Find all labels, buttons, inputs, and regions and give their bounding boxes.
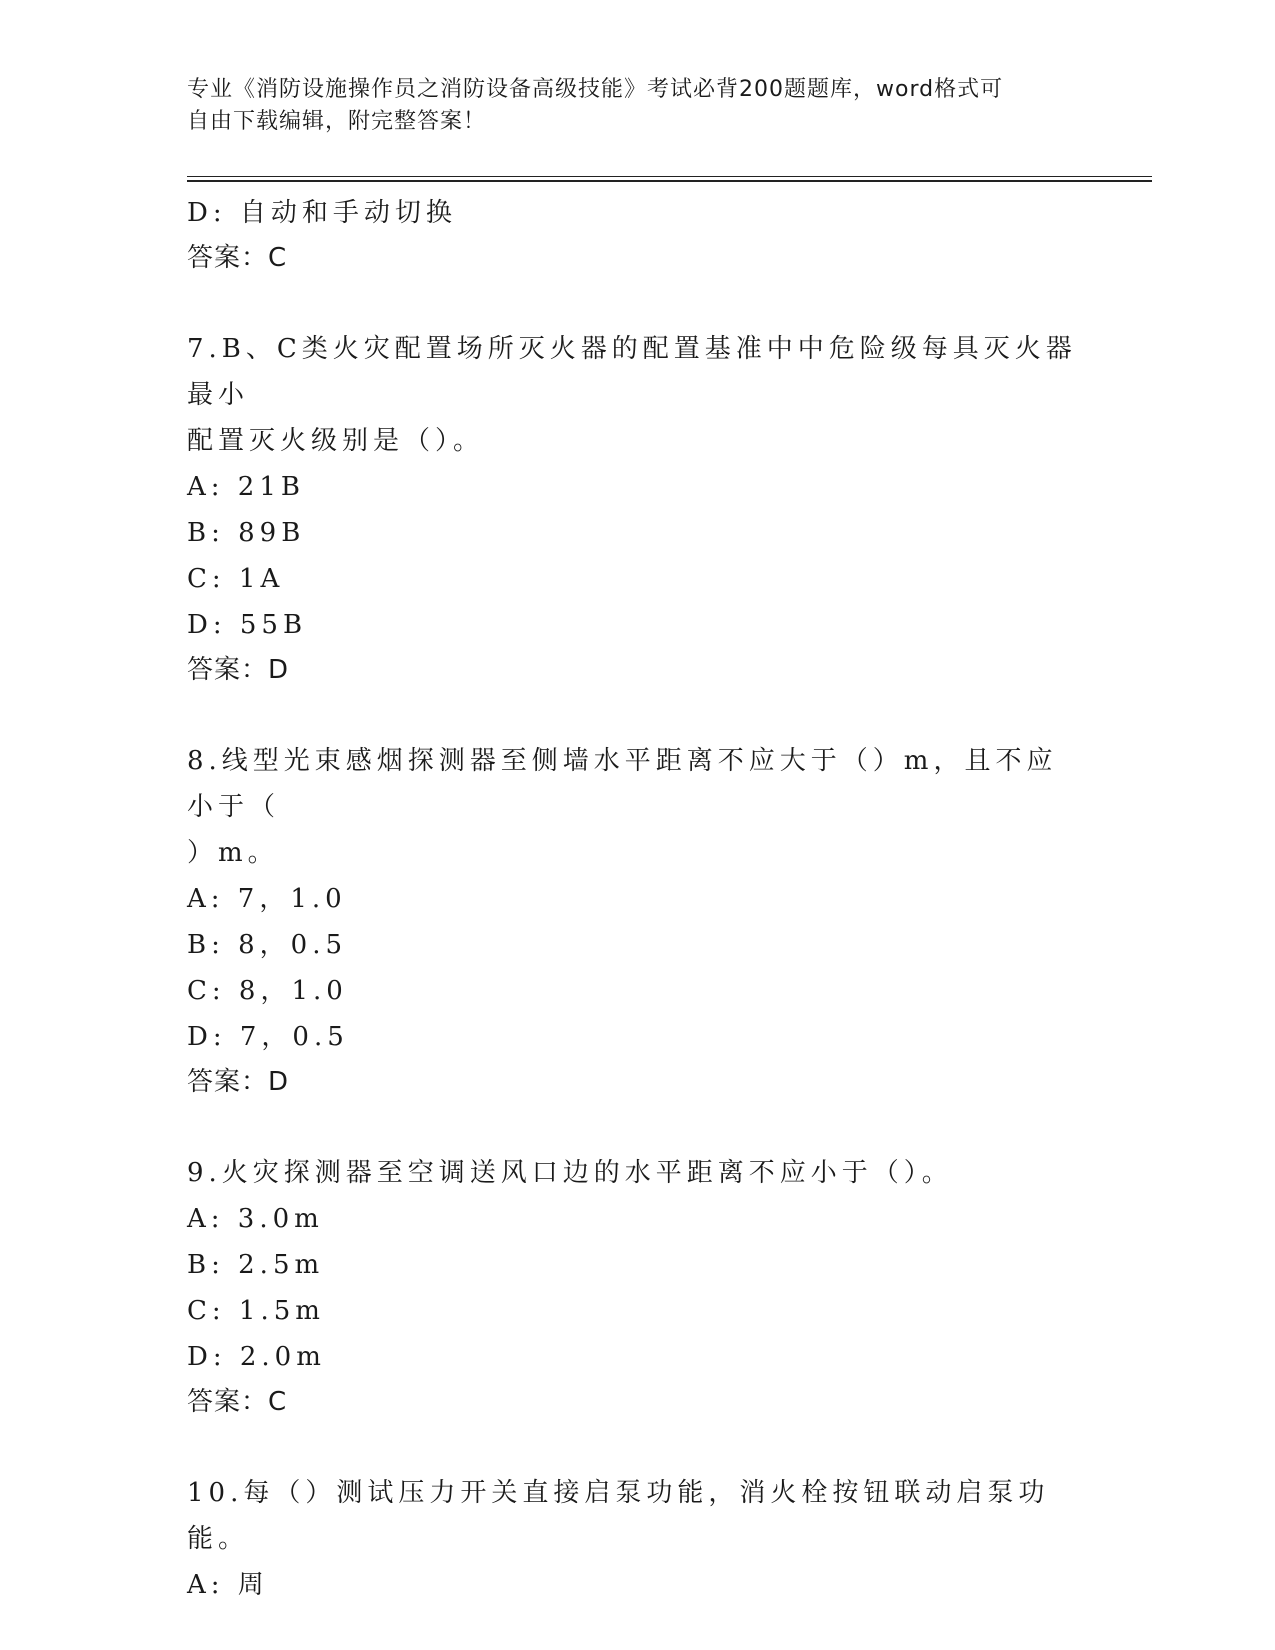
document-header	[187, 74, 1067, 138]
option-a: A: 3.0m	[187, 1204, 324, 1234]
option-c: C: 8，1.0	[187, 976, 348, 1006]
option-d: D: 自动和手动切换	[187, 198, 457, 228]
question-7	[187, 326, 1087, 692]
option-b: B: 8，0.5	[187, 930, 348, 960]
option-d: D: 55B	[187, 610, 308, 640]
question-10-text: 10.每（）测试压力开关直接启泵功能，消火栓按钮联动启泵功能。	[187, 1478, 1050, 1554]
previous-question-tail	[187, 190, 1087, 280]
answer-line: 答案：C	[187, 243, 288, 273]
header-divider-thin	[187, 176, 1152, 177]
option-b: B: 2.5m	[187, 1250, 325, 1280]
option-c: C: 1A	[187, 564, 285, 594]
question-list	[187, 190, 1087, 1608]
question-10	[187, 1470, 1087, 1608]
answer-line: 答案：D	[187, 655, 290, 685]
question-7-text-line-1: 7.B、C类火灾配置场所灭火器的配置基准中中危险级每具灭火器最小	[187, 334, 1077, 410]
question-9-text: 9.火灾探测器至空调送风口边的水平距离不应小于（）。	[187, 1158, 953, 1188]
option-d: D: 2.0m	[187, 1342, 326, 1372]
header-line-2: 自由下载编辑，附完整答案！	[187, 109, 487, 134]
question-8	[187, 738, 1087, 1104]
answer-line: 答案：C	[187, 1387, 288, 1417]
answer-line: 答案：D	[187, 1067, 290, 1097]
question-8-text-line-2: ）m。	[187, 838, 279, 868]
option-b: B: 89B	[187, 518, 306, 548]
option-a: A: 周	[187, 1570, 269, 1600]
question-7-text-line-2: 配置灭火级别是（）。	[187, 426, 485, 456]
option-a: A: 7，1.0	[187, 884, 347, 914]
option-a: A: 21B	[187, 472, 305, 502]
option-d: D: 7，0.5	[187, 1022, 349, 1052]
question-9	[187, 1150, 1087, 1424]
option-c: C: 1.5m	[187, 1296, 325, 1326]
header-line-1: 专业《消防设施操作员之消防设备高级技能》考试必背200题题库，word格式可	[187, 77, 1004, 102]
header-divider-thick	[187, 180, 1152, 182]
question-8-text-line-1: 8.线型光束感烟探测器至侧墙水平距离不应大于（）m，且不应小于（	[187, 746, 1058, 822]
